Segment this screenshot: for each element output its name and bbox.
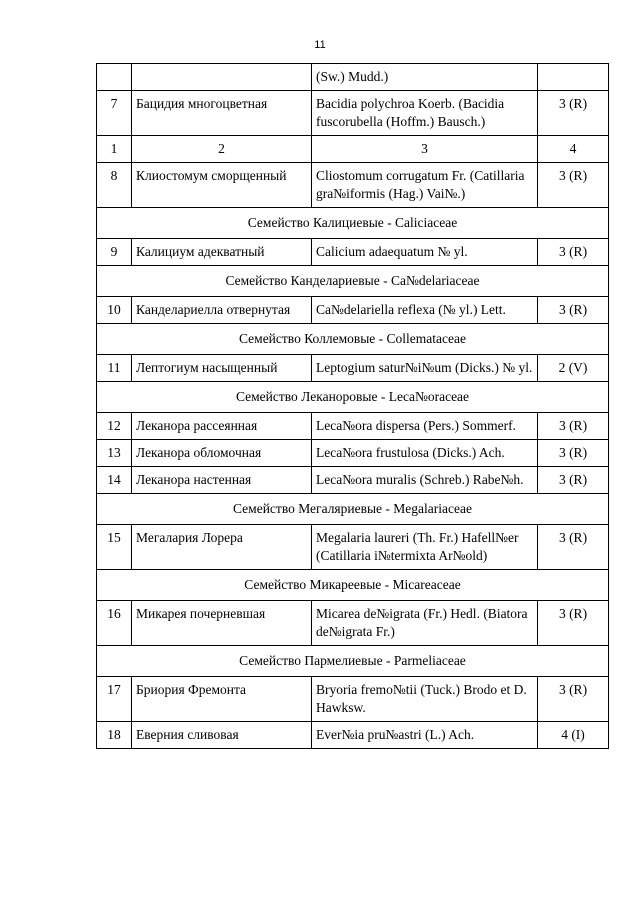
- species-table-body: [97, 64, 609, 749]
- latin-name: Bryoria fremo№tii (Tuck.) Brodo et D. Hawksw.: [312, 677, 538, 722]
- russian-name: Клиостомум сморщенный: [132, 163, 312, 208]
- family-row: [97, 570, 609, 601]
- latin-name: Cliostomum corrugatum Fr. (Catillaria gra№iformis (Hag.) Vai№.): [312, 163, 538, 208]
- russian-name: Леканора обломочная: [132, 440, 312, 467]
- latin-name: (Sw.) Mudd.): [312, 64, 538, 91]
- status-category: 3 (R): [538, 239, 609, 266]
- species-row: [97, 413, 609, 440]
- family-heading: Семейство Канделариевые - Ca№delariaceae: [97, 266, 609, 297]
- latin-name: Megalaria laureri (Th. Fr.) Hafell№er (Catillaria i№termixta Ar№old): [312, 525, 538, 570]
- family-row: [97, 208, 609, 239]
- latin-name: Ever№ia pru№astri (L.) Ach.: [312, 722, 538, 749]
- russian-name: Бриория Фремонта: [132, 677, 312, 722]
- species-number: 15: [97, 525, 132, 570]
- status-category: 2 (V): [538, 355, 609, 382]
- latin-name: Micarea de№igrata (Fr.) Hedl. (Biatora de№igrata Fr.): [312, 601, 538, 646]
- species-row: [97, 677, 609, 722]
- species-table: [96, 63, 609, 749]
- species-row: [97, 239, 609, 266]
- family-row: [97, 494, 609, 525]
- russian-name: Калициум адекватный: [132, 239, 312, 266]
- species-row: [97, 355, 609, 382]
- column-number-3: 3: [312, 136, 538, 163]
- species-row: [97, 722, 609, 749]
- column-number-row: [97, 136, 609, 163]
- russian-name: Микарея почерневшая: [132, 601, 312, 646]
- latin-name: Leca№ora dispersa (Pers.) Sommerf.: [312, 413, 538, 440]
- species-number: 7: [97, 91, 132, 136]
- family-row: [97, 266, 609, 297]
- family-row: [97, 646, 609, 677]
- species-row: [97, 297, 609, 324]
- status-category: 3 (R): [538, 677, 609, 722]
- russian-name: Бацидия многоцветная: [132, 91, 312, 136]
- column-number-2: 2: [132, 136, 312, 163]
- russian-name: [132, 64, 312, 91]
- species-row: [97, 163, 609, 208]
- species-number: 11: [97, 355, 132, 382]
- status-category: [538, 64, 609, 91]
- species-number: 8: [97, 163, 132, 208]
- species-number: 10: [97, 297, 132, 324]
- russian-name: Канделариелла отвернутая: [132, 297, 312, 324]
- russian-name: Леканора настенная: [132, 467, 312, 494]
- status-category: 3 (R): [538, 413, 609, 440]
- page-number: 11: [314, 39, 326, 51]
- status-category: 3 (R): [538, 601, 609, 646]
- family-heading: Семейство Коллемовые - Collemataceae: [97, 324, 609, 355]
- russian-name: Еверния сливовая: [132, 722, 312, 749]
- species-row: [97, 91, 609, 136]
- russian-name: Мегалария Лорера: [132, 525, 312, 570]
- latin-name: Leca№ora frustulosa (Dicks.) Ach.: [312, 440, 538, 467]
- species-number: [97, 64, 132, 91]
- species-row: [97, 601, 609, 646]
- family-row: [97, 382, 609, 413]
- family-heading: Семейство Мегаляриевые - Megalariaceae: [97, 494, 609, 525]
- latin-name: Calicium adaequatum № yl.: [312, 239, 538, 266]
- family-heading: Семейство Калициевые - Caliciaceae: [97, 208, 609, 239]
- column-number-4: 4: [538, 136, 609, 163]
- status-category: 3 (R): [538, 297, 609, 324]
- status-category: 3 (R): [538, 525, 609, 570]
- family-heading: Семейство Микареевые - Micareaceae: [97, 570, 609, 601]
- column-number-1: 1: [97, 136, 132, 163]
- family-heading: Семейство Леканоровые - Leca№oraceae: [97, 382, 609, 413]
- species-number: 9: [97, 239, 132, 266]
- species-row: [97, 525, 609, 570]
- species-number: 16: [97, 601, 132, 646]
- status-category: 3 (R): [538, 467, 609, 494]
- status-category: 3 (R): [538, 440, 609, 467]
- species-number: 17: [97, 677, 132, 722]
- status-category: 3 (R): [538, 163, 609, 208]
- latin-name: Leptogium satur№i№um (Dicks.) № yl.: [312, 355, 538, 382]
- status-category: 4 (I): [538, 722, 609, 749]
- russian-name: Лептогиум насыщенный: [132, 355, 312, 382]
- latin-name: Bacidia polychroa Koerb. (Bacidia fuscorubella (Hoffm.) Bausch.): [312, 91, 538, 136]
- latin-name: Ca№delariella reflexa (№ yl.) Lett.: [312, 297, 538, 324]
- status-category: 3 (R): [538, 91, 609, 136]
- species-row: [97, 467, 609, 494]
- species-number: 12: [97, 413, 132, 440]
- species-number: 18: [97, 722, 132, 749]
- species-number: 13: [97, 440, 132, 467]
- russian-name: Леканора рассеянная: [132, 413, 312, 440]
- species-number: 14: [97, 467, 132, 494]
- family-heading: Семейство Пармелиевые - Parmeliaceae: [97, 646, 609, 677]
- species-row: [97, 440, 609, 467]
- latin-name: Leca№ora muralis (Schreb.) Rabe№h.: [312, 467, 538, 494]
- species-row: [97, 64, 609, 91]
- family-row: [97, 324, 609, 355]
